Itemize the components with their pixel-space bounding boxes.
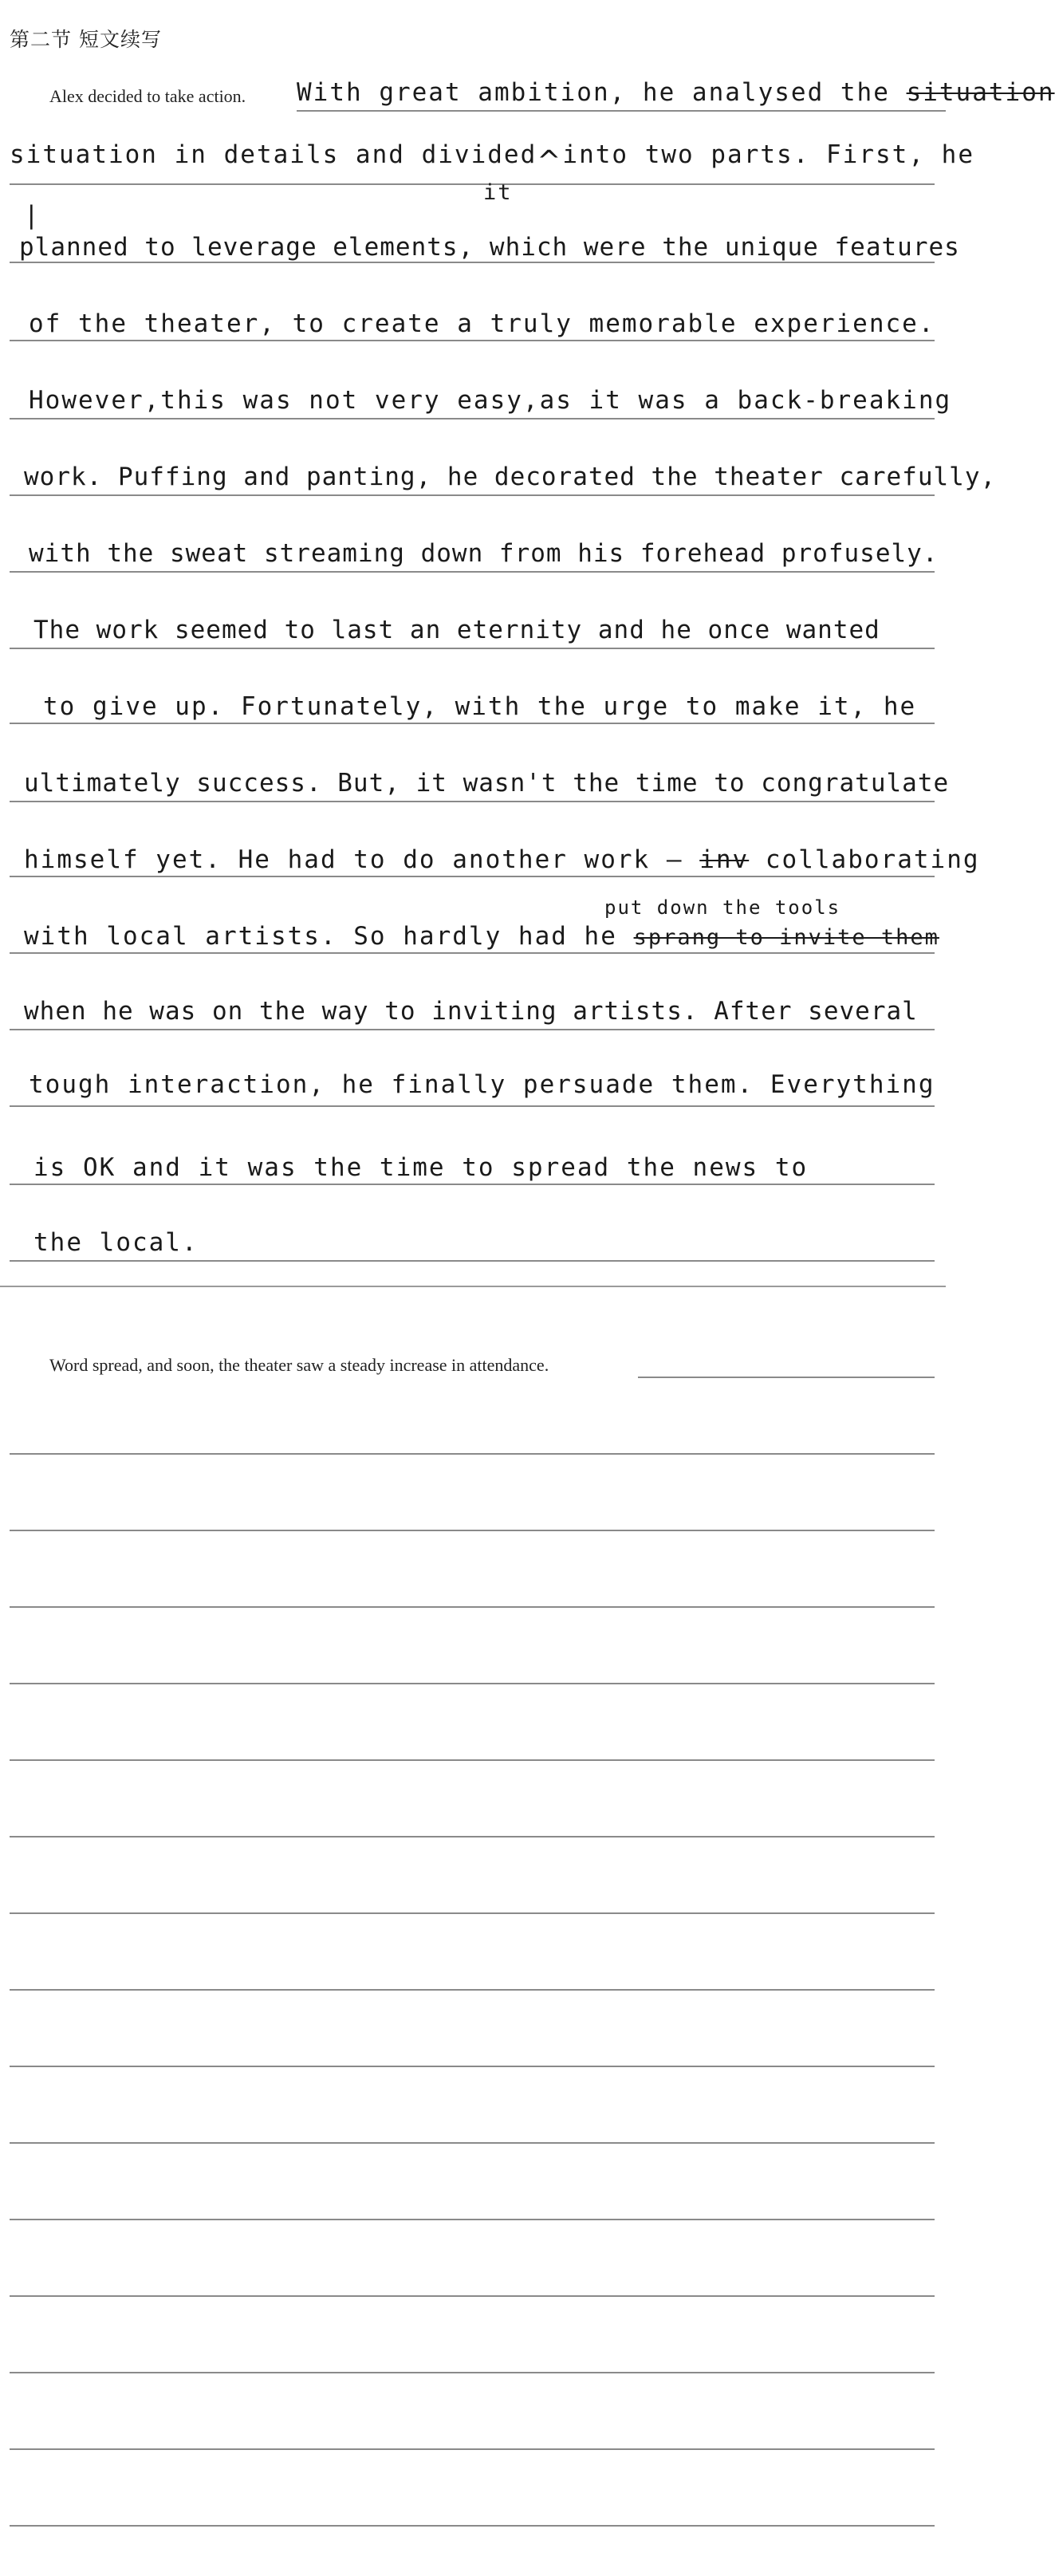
writing-line: [10, 1184, 935, 1185]
writing-line: [10, 2142, 935, 2144]
insertion-caret: ^: [537, 145, 563, 178]
writing-line: [10, 1260, 935, 1262]
writing-line: [10, 1912, 935, 1914]
writing-line: [10, 1105, 935, 1107]
handwritten-line-16: the local.: [33, 1228, 199, 1257]
handwritten-line-2: situation in details and divided^into two parts. First, he: [10, 140, 974, 178]
margin-mark: |: [24, 201, 41, 230]
struck-word: situation: [906, 78, 1055, 107]
writing-line: [10, 648, 935, 649]
writing-line: [10, 1453, 935, 1455]
writing-line: [10, 876, 935, 877]
handwritten-line-7: with the sweat streaming down from his forehead profusely.: [29, 539, 939, 568]
inserted-phrase: put down the tools: [604, 896, 841, 919]
continuation-prompt-2: Word spread, and soon, the theater saw a steady increase in attendance.: [49, 1355, 549, 1375]
struck-word: inv: [699, 845, 750, 874]
handwritten-line-8: The work seemed to last an eternity and he once wanted: [33, 616, 880, 644]
handwritten-line-13: when he was on the way to inviting artists. After several: [24, 997, 918, 1026]
writing-line: [10, 1606, 935, 1608]
writing-line: [10, 2448, 935, 2450]
handwritten-line-12: with local artists. So hardly had he sprang to invite them: [24, 922, 939, 951]
writing-line: [10, 1989, 935, 1991]
writing-line: [10, 723, 935, 724]
handwritten-line-14: tough interaction, he finally persuade them. Everything: [29, 1070, 935, 1099]
writing-line: [10, 2066, 935, 2067]
handwritten-line-4: of the theater, to create a truly memorable experience.: [29, 309, 935, 338]
writing-line: [10, 2525, 935, 2527]
handwritten-line-9: to give up. Fortunately, with the urge to make it, he: [43, 692, 917, 721]
writing-line: [10, 1683, 935, 1684]
writing-line: [10, 952, 935, 954]
writing-line: [10, 1530, 935, 1531]
writing-line: [10, 571, 935, 573]
writing-line: [10, 494, 935, 496]
struck-phrase: sprang to invite them: [633, 925, 939, 950]
writing-line: [10, 183, 935, 185]
writing-line: [297, 110, 946, 112]
handwritten-line-15: is OK and it was the time to spread the news to: [33, 1153, 809, 1182]
section-heading: 第二节 短文续写: [10, 28, 162, 51]
handwritten-line-10: ultimately success. But, it wasn't the time to congratulate: [24, 769, 950, 798]
handwritten-line-6: work. Puffing and panting, he decorated the theater carefully,: [24, 463, 997, 491]
handwritten-line-11: himself yet. He had to do another work — inv collaborating: [24, 845, 980, 874]
writing-line: [10, 2372, 935, 2373]
writing-line: [10, 262, 935, 263]
writing-line: [10, 801, 935, 802]
writing-line: [10, 2219, 935, 2220]
writing-line: [10, 1759, 935, 1761]
section-divider: [0, 1286, 946, 1287]
writing-line: [638, 1377, 935, 1378]
inserted-word: it: [483, 180, 513, 205]
writing-line: [10, 1029, 935, 1030]
handwritten-line-1: With great ambition, he analysed the situation: [297, 78, 1055, 107]
writing-line: [10, 418, 935, 419]
continuation-prompt-1: Alex decided to take action.: [49, 86, 246, 106]
writing-line: [10, 2295, 935, 2297]
handwritten-line-5: However,this was not very easy,as it was a back-breaking: [29, 386, 952, 415]
writing-line: [10, 1836, 935, 1837]
handwritten-line-3: planned to leverage elements, which were the unique features: [19, 233, 960, 262]
writing-line: [10, 340, 935, 341]
